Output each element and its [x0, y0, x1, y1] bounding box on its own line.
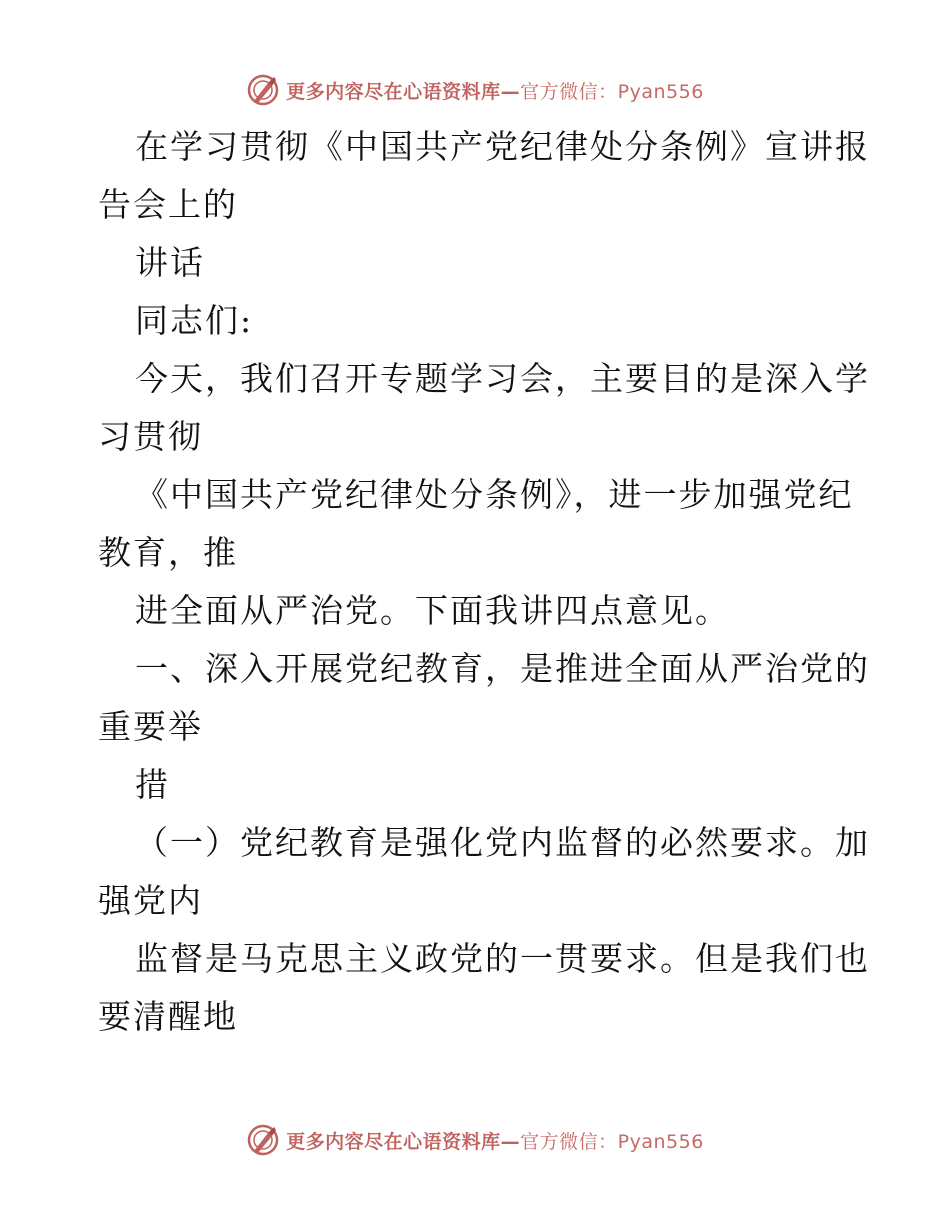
text-line: 今天，我们召开专题学习会，主要目的是深入学 — [135, 359, 870, 398]
text-line: 习贯彻 — [98, 417, 203, 456]
text-line: 进全面从严治党。下面我讲四点意见。 — [135, 591, 730, 630]
header-watermark — [0, 70, 950, 110]
text-line: 《中国共产党纪律处分条例》，进一步加强党纪 — [135, 475, 854, 514]
header-banner-wechat: 官方微信：Pyan556 — [520, 80, 704, 103]
header-banner-main: 更多内容尽在心语资料库— — [286, 80, 521, 103]
text-line: （一）党纪教育是强化党内监督的必然要求。加 — [135, 823, 870, 862]
text-line: 讲话 — [135, 243, 205, 282]
text-line: 同志们: — [135, 301, 254, 340]
footer-banner-main: 更多内容尽在心语资料库— — [286, 1130, 521, 1153]
text-line: 在学习贯彻《中国共产党纪律处分条例》宣讲报 — [135, 127, 870, 166]
text-line: 强党内 — [98, 881, 203, 920]
document-body — [98, 118, 870, 1046]
text-line: 重要举 — [98, 707, 203, 746]
text-line: 告会上的 — [98, 185, 238, 224]
header-banner-text — [286, 77, 704, 104]
footer-watermark — [0, 1120, 950, 1160]
text-line: 一、深入开展党纪教育，是推进全面从严治党的 — [135, 649, 870, 688]
pen-logo-icon — [246, 1123, 280, 1157]
text-line: 教育，推 — [98, 533, 238, 572]
text-line: 措 — [135, 765, 170, 804]
pen-logo-icon — [246, 73, 280, 107]
text-line: 要清醒地 — [98, 997, 238, 1036]
text-line: 监督是马克思主义政党的一贯要求。但是我们也 — [135, 939, 870, 978]
footer-banner-text — [286, 1127, 704, 1154]
footer-banner-wechat: 官方微信：Pyan556 — [520, 1130, 704, 1153]
